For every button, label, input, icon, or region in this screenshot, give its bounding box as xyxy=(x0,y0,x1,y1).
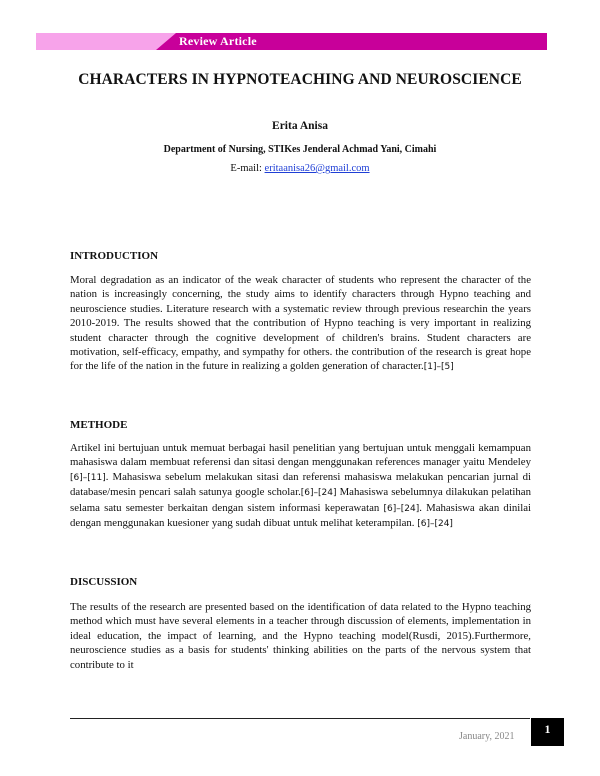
introduction-heading: INTRODUCTION xyxy=(70,250,159,262)
author-affiliation: Department of Nursing, STIKes Jenderal Achmad Yani, Cimahi xyxy=(163,144,437,155)
methode-paragraph xyxy=(70,441,531,531)
footer-date: January, 2021 xyxy=(459,731,515,742)
citation[interactable]: [6]–[24] xyxy=(300,488,337,499)
email-label: E-mail: xyxy=(230,163,262,174)
methode-text: . Mahasiswa akan dinilai dengan menggunakan kuesioner yang sudah dibuat untuk melihat keterampilan. xyxy=(70,501,532,530)
page-number: 1 xyxy=(544,722,551,736)
methode-text: . Mahasiswa sebelum melakukan sitasi dan referensi mahasiswa melakukan pencarian jurnal di database/mesin pencari salah satunya google scholar. xyxy=(70,470,531,499)
methode-text: Mahasiswa sebelumnya dilakukan pelatihan selama satu semester berkaitan dengan sistem informasi keperawatan xyxy=(70,486,532,514)
citation[interactable]: [6]–[11] xyxy=(70,472,106,483)
discussion-heading: DISCUSSION xyxy=(70,576,138,588)
methode-text: Artikel ini bertujuan untuk memuat berbagai hasil penelitian yang bertujuan untuk menggali kemampuan mahasiswa dalam membuat referensi dan sitasi dengan menggunakan references manager yaitu Mendeley xyxy=(70,442,531,469)
banner-label: Review Article xyxy=(179,34,257,48)
discussion-text: The results of the research are presented based on the identification of data related to the Hypno teaching method which must have several elements in a teacher through discussion of elements, implementation in ideal education, the impact of learning, and the Hypno teaching model(Rusdi, 2015).Furthermore, neuroscience studies as a basis for students' thinking abilities on the parts of the nervous system that contribute to it xyxy=(70,601,531,671)
author-email xyxy=(0,163,600,174)
discussion-paragraph xyxy=(70,600,531,672)
citation[interactable]: [6]–[24] xyxy=(383,503,420,514)
citation[interactable]: [6]–[24] xyxy=(417,519,453,530)
author-name: Erita Anisa xyxy=(272,120,328,132)
methode-heading: METHODE xyxy=(70,419,128,431)
citation[interactable]: [1]–[5] xyxy=(423,362,454,373)
paper-title: CHARACTERS IN HYPNOTEACHING AND NEUROSCIENCE xyxy=(78,71,522,88)
email-link[interactable]: eritaanisa26@gmail.com xyxy=(264,163,370,174)
footer-divider xyxy=(70,718,530,719)
introduction-text: Moral degradation as an indicator of the weak character of students who represent the character of the nation is increasingly concerning, the study aims to identify characters through Hypno teaching and neuroscience studies. Literature research with a systematic review through previous researchin the years 2010-2019. The results showed that the contribution of Hypno teaching is very important in realizing student character through the cognitive development of children's brains. Student characters are motivation, self-efficacy, empathy, and sympathy for others. the contribution of the research is great hope for the life of the nation in the future in realizing a golden generation of character. xyxy=(70,274,531,373)
article-type-banner xyxy=(36,33,547,50)
introduction-paragraph xyxy=(70,273,531,375)
